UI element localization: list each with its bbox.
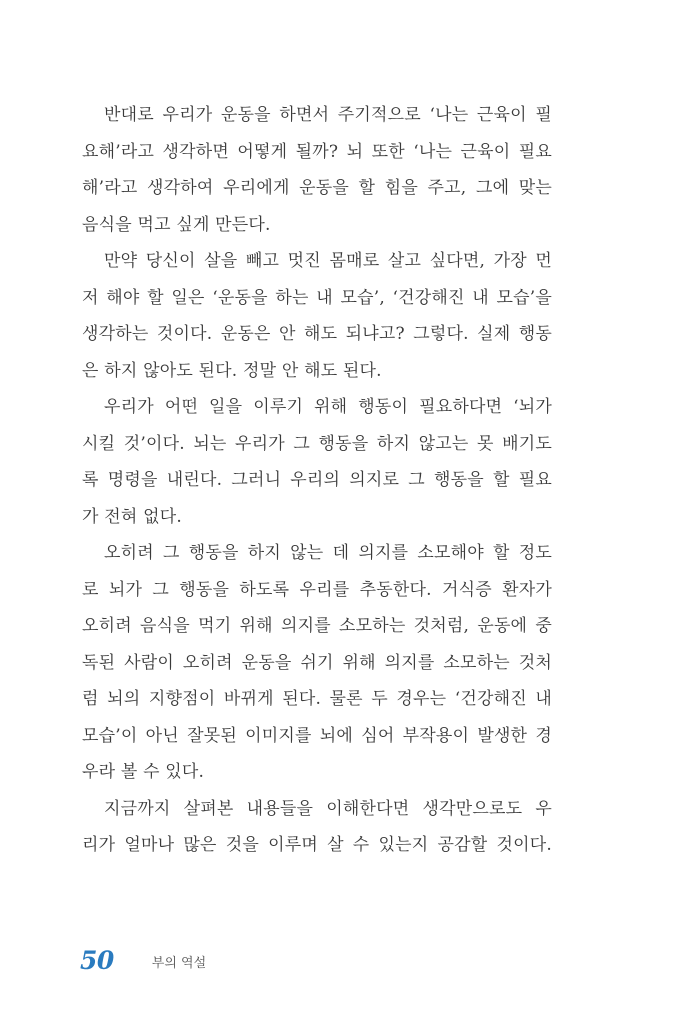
text-line: 음식을 먹고 싶게 만든다. xyxy=(82,214,271,235)
text-line: 우리가 어떤 일을 이루기 위해 행동이 필요하다면 ‘뇌가 xyxy=(104,397,552,417)
text-line: 오히려 음식을 먹기 위해 의지를 소모하는 것처럼, 운동에 중 xyxy=(82,616,552,636)
text-line: 해’라고 생각하여 우리에게 운동을 할 힘을 주고, 그에 맞는 xyxy=(82,178,552,198)
text-line: 생각하는 것이다. 운동은 안 해도 되냐고? 그렇다. 실제 행동 xyxy=(82,324,552,344)
text-line: 오히려 그 행동을 하지 않는 데 의지를 소모해야 할 정도 xyxy=(104,543,552,563)
text-line: 로 뇌가 그 행동을 하도록 우리를 추동한다. 거식증 환자가 xyxy=(82,579,552,600)
paragraph xyxy=(82,389,552,535)
paragraph xyxy=(82,535,552,791)
text-line: 은 하지 않아도 된다. 정말 안 해도 된다. xyxy=(82,360,382,381)
page-number: 50 xyxy=(80,945,114,975)
body-text xyxy=(82,97,552,864)
text-line: 독된 사람이 오히려 운동을 쉬기 위해 의지를 소모하는 것처 xyxy=(82,652,552,673)
paragraph xyxy=(82,243,552,389)
running-title: 부의 역설 xyxy=(151,955,207,971)
text-line: 만약 당신이 살을 빼고 멋진 몸매로 살고 싶다면, 가장 먼 xyxy=(104,251,552,271)
text-line: 모습’이 아닌 잘못된 이미지를 뇌에 심어 부작용이 발생한 경 xyxy=(82,725,552,746)
text-line: 리가 얼마나 많은 것을 이루며 살 수 있는지 공감할 것이다. xyxy=(82,835,552,855)
text-line: 지금까지 살펴본 내용들을 이해한다면 생각만으로도 우 xyxy=(104,798,552,819)
text-line: 요해’라고 생각하면 어떻게 될까? 뇌 또한 ‘나는 근육이 필요 xyxy=(82,141,552,162)
paragraph xyxy=(82,791,552,864)
text-line: 우라 볼 수 있다. xyxy=(82,762,205,782)
text-line: 가 전혀 없다. xyxy=(82,506,182,527)
text-line: 반대로 우리가 운동을 하면서 주기적으로 ‘나는 근육이 필 xyxy=(104,105,552,125)
paragraph xyxy=(82,97,552,243)
page-footer xyxy=(80,940,206,980)
text-line: 럼 뇌의 지향점이 바뀌게 된다. 물론 두 경우는 ‘건강해진 내 xyxy=(82,689,552,709)
text-line: 저 해야 할 일은 ‘운동을 하는 내 모습’, ‘건강해진 내 모습’을 xyxy=(82,287,552,308)
text-line: 시킬 것’이다. 뇌는 우리가 그 행동을 하지 않고는 못 배기도 xyxy=(82,433,552,454)
text-line: 록 명령을 내린다. 그러니 우리의 의지로 그 행동을 할 필요 xyxy=(82,470,552,490)
